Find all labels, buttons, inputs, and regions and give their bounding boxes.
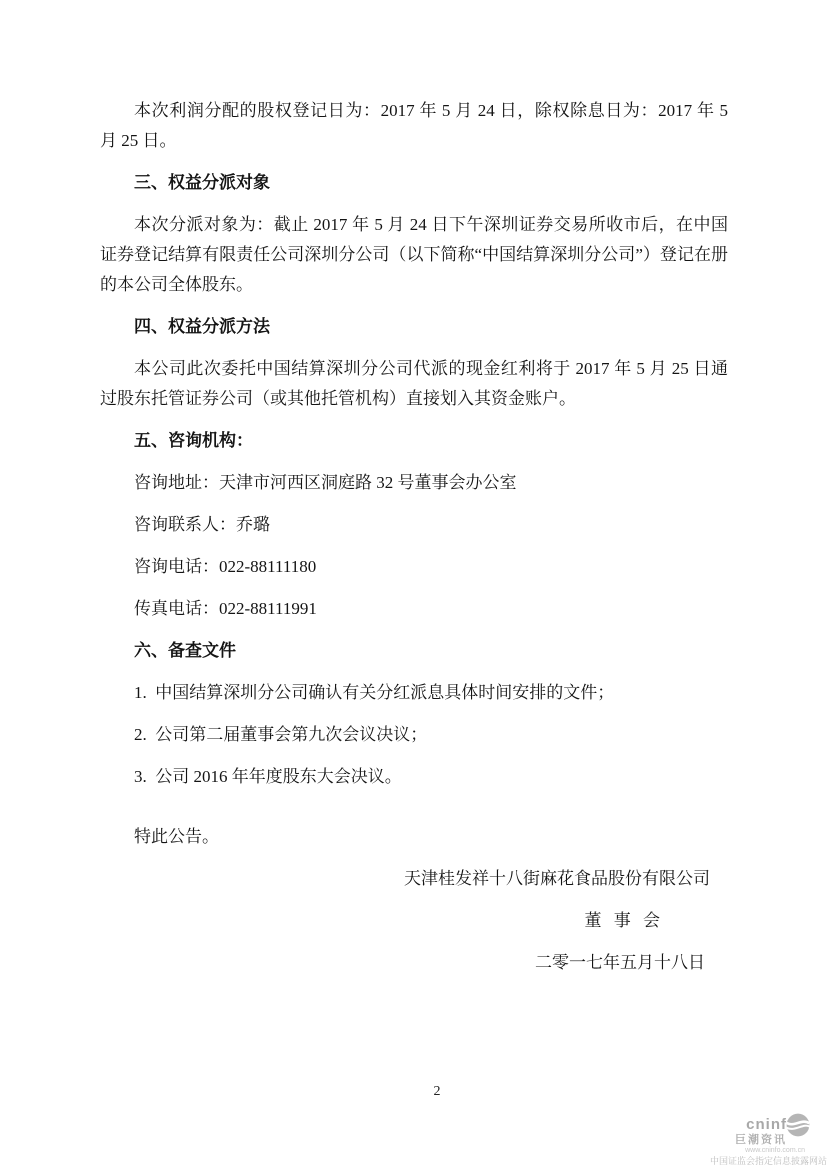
cninfo-tagline: 中国证监会指定信息披露网站	[709, 1155, 827, 1166]
signature-date: 二零一七年五月十八日	[535, 953, 705, 972]
cninfo-url: www.cninfo.com.cn	[745, 1146, 805, 1154]
section-4-heading: 四、权益分派方法	[134, 317, 270, 336]
closing-statement: 特此公告。	[134, 827, 219, 846]
signature-company-name: 天津桂发祥十八街麻花食品股份有限公司	[404, 869, 710, 888]
reference-doc-item-1: 1. 中国结算深圳分公司确认有关分红派息具体时间安排的文件；	[134, 683, 615, 702]
document-content	[100, 96, 728, 978]
signature-board: 董 事 会	[584, 911, 660, 930]
reference-doc-item-3: 3. 公司 2016 年年度股东大会决议。	[134, 767, 402, 786]
section-3-paragraph: 本次分派对象为：截止 2017 年 5 月 24 日下午深圳证券交易所收市后，在中国证券登记结算有限责任公司深圳分公司（以下简称“中国结算深圳分公司”）登记在册的本公司全体股东。	[100, 215, 728, 294]
section-4-paragraph: 本公司此次委托中国结算深圳分公司代派的现金红利将于 2017 年 5 月 25 日通过股东托管证券公司（或其他托管机构）直接划入其资金账户。	[100, 359, 728, 408]
cninfo-brand-chinese: 巨潮资讯	[735, 1133, 787, 1146]
cninfo-brand-text: cninf	[746, 1116, 787, 1134]
signature-block	[100, 864, 728, 978]
cninfo-swirl-logo-icon	[785, 1112, 811, 1138]
cninfo-watermark	[710, 1112, 827, 1166]
section-5-heading: 五、咨询机构：	[134, 431, 253, 450]
section-6-heading: 六、备查文件	[134, 641, 236, 660]
page-number: 2	[433, 1084, 441, 1099]
contact-fax-line: 传真电话：022-88111991	[134, 599, 317, 618]
reference-doc-item-2: 2. 公司第二届董事会第九次会议决议；	[134, 725, 428, 744]
contact-phone-line: 咨询电话：022-88111180	[134, 557, 317, 576]
section-3-heading: 三、权益分派对象	[134, 173, 270, 192]
paragraph-record-date: 本次利润分配的股权登记日为：2017 年 5 月 24 日，除权除息日为：2017 年 5 月 25 日。	[100, 101, 728, 150]
contact-address-line: 咨询地址：天津市河西区洞庭路 32 号董事会办公室	[134, 473, 517, 492]
contact-person-line: 咨询联系人：乔璐	[134, 515, 270, 534]
